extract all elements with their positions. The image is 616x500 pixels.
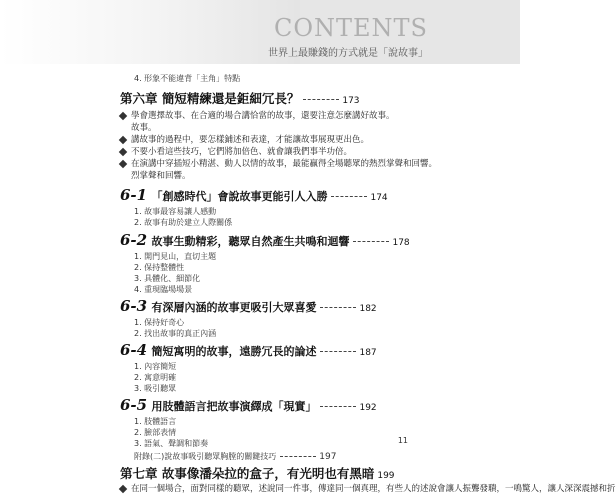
section-sub-item: 2. 臉部表情	[134, 428, 177, 437]
leader-dots	[353, 241, 389, 242]
bullet-diamond-icon	[119, 159, 127, 167]
appendix-page: 197	[319, 452, 337, 462]
section-sub-item: 3. 具體化、細節化	[134, 274, 201, 283]
section-sub-item: 2. 找出故事的真正內涵	[134, 329, 217, 338]
bullet-diamond-icon	[119, 111, 127, 119]
page-number: 11	[397, 436, 408, 445]
section-sub-item: 4. 重現臨場場景	[134, 285, 193, 294]
toc-sub-item: 4. 形象不能違背「主角」特點	[134, 74, 241, 83]
contents-subtitle: 世界上最賺錢的方式就是「說故事」	[268, 48, 428, 59]
bullet-diamond-icon	[119, 135, 127, 143]
chapter-7-title: 第七章 故事像潘朵拉的盒子，有光明也有黑暗	[120, 466, 375, 481]
section-sub-item: 2. 故事有助於建立人際關係	[134, 218, 233, 227]
section-title: 簡短寓明的故事，遠勝冗長的論述	[151, 345, 317, 358]
section-sub-item: 3. 語氣、聲調和節奏	[134, 439, 209, 448]
contents-title: CONTENTS	[273, 14, 428, 42]
bullet-continuation: 烈掌聲和回響。	[131, 171, 191, 181]
section-6-4-heading	[120, 341, 377, 359]
section-page: 178	[392, 238, 410, 248]
section-sub-item: 1. 保持好奇心	[134, 318, 185, 327]
section-title: 故事生動精彩，聽眾自然產生共鳴和迴響	[151, 235, 350, 248]
section-sub-item: 1. 開門見山，直切主題	[134, 252, 217, 261]
section-title: 「創感時代」會說故事更能引人入勝	[151, 190, 328, 203]
section-sub-item: 3. 吸引聽眾	[134, 384, 177, 393]
bullet-continuation: 故事。	[131, 123, 157, 133]
chapter-6-heading	[120, 89, 360, 107]
section-page: 192	[359, 403, 377, 413]
section-number: 6-1	[120, 186, 148, 204]
chapter-7-page: 199	[377, 471, 395, 481]
section-page: 182	[359, 304, 377, 314]
section-title: 用肢體語言把故事演繹成「現實」	[151, 400, 317, 413]
chapter-7-bullet: 在同一個場合，面對同樣的聽眾，述說同一件事，傳達同一個真理，有些人的述說會讓人振聾發聵，一鳴驚人，讓人深深震撼和折	[120, 482, 616, 494]
bullet-diamond-icon	[119, 484, 127, 492]
chapter-6-page: 173	[342, 96, 360, 106]
section-number: 6-5	[120, 396, 148, 414]
section-page: 187	[359, 348, 377, 358]
section-page: 174	[370, 193, 388, 203]
bullet-diamond-icon	[119, 147, 127, 155]
leader-dots	[331, 196, 367, 197]
chapter-7-heading	[120, 464, 395, 482]
chapter-6-title: 第六章 簡短精練還是鉅細冗長？	[120, 91, 300, 106]
section-number: 6-2	[120, 231, 148, 249]
appendix-entry	[134, 451, 336, 462]
leader-dots	[320, 406, 356, 407]
chapter-6-bullet: 學會選擇故事、在合適的場合講恰當的故事，還要注意怎麼講好故事。	[120, 109, 395, 121]
leader-dots	[303, 99, 339, 100]
chapter-6-bullet: 講故事的過程中，要怎樣鋪述和表達，才能讓故事展現更出色。	[120, 133, 369, 145]
leader-dots	[280, 456, 316, 457]
leader-dots	[320, 351, 356, 352]
appendix-title: 附錄(二)說故事吸引聽眾胸膛的關鍵技巧	[134, 452, 277, 461]
section-6-1-heading	[120, 186, 388, 204]
section-6-5-heading	[120, 396, 377, 414]
section-sub-item: 2. 保持整體性	[134, 263, 185, 272]
section-6-3-heading	[120, 297, 377, 315]
chapter-6-bullet: 不要小看這些技巧，它們將加倍色、就會讓我們事半功倍。	[120, 145, 352, 157]
section-sub-item: 1. 故事最容易讓人感動	[134, 207, 217, 216]
section-sub-item: 1. 肢體語言	[134, 417, 177, 426]
chapter-6-bullet: 在演講中穿插短小精湛、動人以情的故事，最能贏得全場聽眾的熱烈掌聲和回響。	[120, 157, 437, 169]
section-title: 有深層內涵的故事更吸引大眾喜愛	[151, 301, 317, 314]
section-sub-item: 1. 內容簡短	[134, 362, 177, 371]
section-6-2-heading	[120, 231, 410, 249]
section-number: 6-3	[120, 297, 148, 315]
section-number: 6-4	[120, 341, 148, 359]
section-sub-item: 2. 寓意明確	[134, 373, 177, 382]
leader-dots	[320, 307, 356, 308]
